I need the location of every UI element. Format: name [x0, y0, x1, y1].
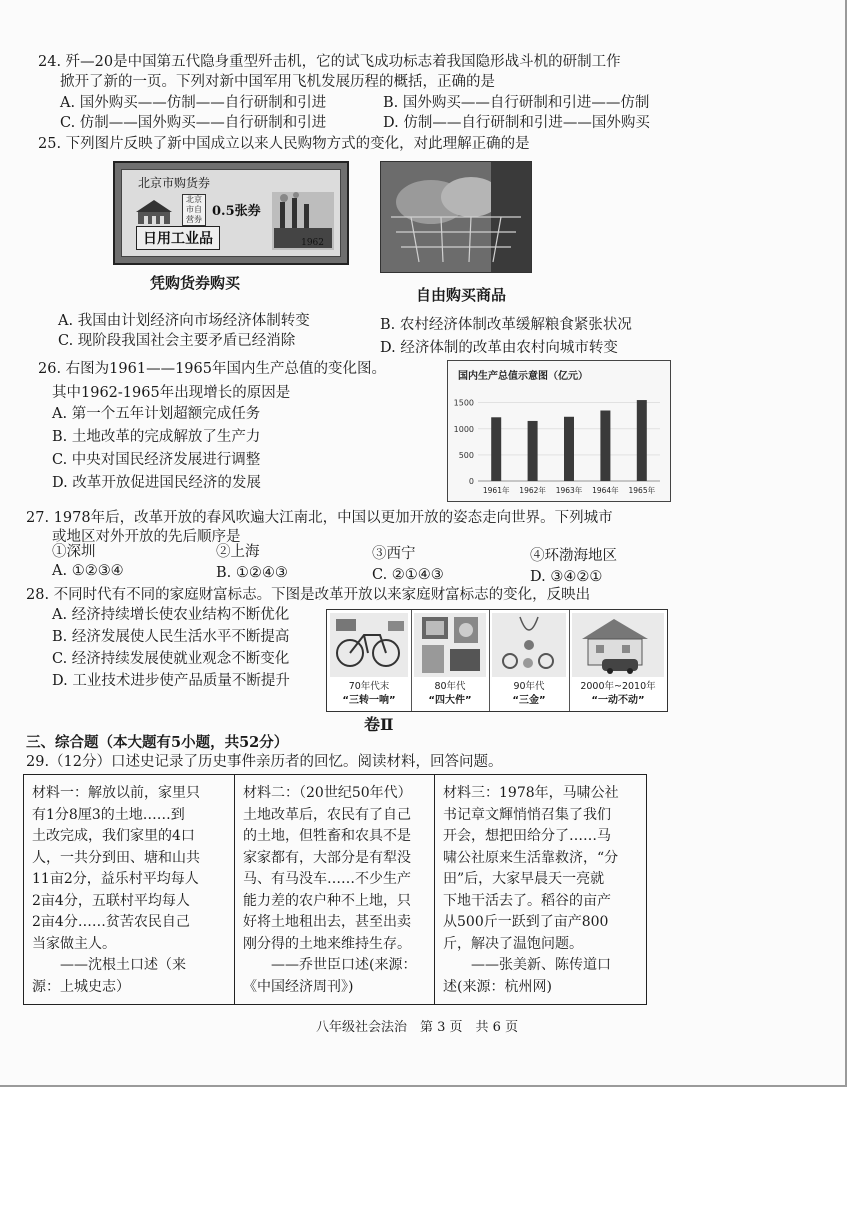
- q26-option-c: C. 中央对国民经济发展进行调整: [52, 452, 261, 468]
- page-footer: 八年级社会法治 第 3 页 共 6 页: [316, 1020, 519, 1035]
- q28-option-a: A. 经济持续增长使农业结构不断优化: [52, 607, 290, 623]
- q28-option-d: D. 工业技术进步使产品质量不断提升: [52, 673, 290, 689]
- chart-y-tick-label: 1000: [453, 424, 474, 434]
- q26-option-b: B. 土地改革的完成解放了生产力: [52, 429, 261, 445]
- gold-jewelry-icon: [492, 613, 566, 677]
- wealth-label-70s: “三转一响”: [342, 695, 396, 706]
- q27-option-a: A. ①②③④: [52, 563, 124, 579]
- q25-option-b: B. 农村经济体制改革缓解粮食紧张状况: [380, 317, 632, 333]
- q27-option-d: D. ③④②①: [530, 569, 603, 585]
- q26-stem-line2: 其中1962-1965年出现增长的原因是: [52, 385, 291, 401]
- gdp-chart: [447, 360, 671, 502]
- q26-option-d: D. 改革开放促进国民经济的发展: [52, 475, 261, 491]
- bicycle-icon: [330, 613, 408, 677]
- q27-option-c: C. ②①④③: [372, 567, 444, 583]
- family-wealth-images: [326, 609, 668, 712]
- wealth-cell-2000s: [569, 610, 667, 711]
- voucher-title: 北京市购货券: [138, 176, 211, 190]
- voucher-amount: 0.5张券: [212, 204, 261, 219]
- materials-table: [23, 774, 647, 1005]
- caption-voucher: 凭购货券购买: [150, 274, 241, 292]
- wealth-era-80s: 80年代: [434, 681, 466, 692]
- q27-stem-line1: 27. 1978年后，改革开放的春风吹遍大江南北，中国以更加开放的姿态走向世界。下列城市: [26, 510, 613, 526]
- q24-stem-line1: 24. 歼—20是中国第五代隐身重型歼击机，它的试飞成功标志着我国隐形战斗机的研制工作: [38, 54, 621, 70]
- q27-option-b: B. ①②④③: [216, 565, 288, 581]
- caption-free-shopping: 自由购买商品: [416, 286, 507, 304]
- q27-item-3: ③西宁: [372, 546, 416, 562]
- shopping-cart-photo: [380, 161, 532, 273]
- material-two: 材料二：（20世纪50年代） 土地改革后，农民有了自己 的土地，但牲畜和农具不是 家家都有，大部分是有犁没 马、有马没车……不少生产 能力差的农户种不上地，只 好将土地租出去，甚至出卖 刚分得的土地来维持生存。 ——乔世臣口述(来源： 《中国经济周刊》): [234, 775, 434, 1004]
- q25-option-d: D. 经济体制的改革由农村向城市转变: [380, 340, 618, 356]
- voucher-category: 日用工业品: [136, 226, 220, 250]
- wealth-label-2000s: “一动不动”: [591, 695, 645, 706]
- wealth-label-90s: “三金”: [512, 695, 546, 706]
- q24-option-b: B. 国外购买——自行研制和引进——仿制: [383, 95, 650, 111]
- q27-item-2: ②上海: [216, 544, 260, 560]
- appliances-icon: [414, 613, 486, 677]
- section-heading: 三、综合题（本大题有5小题，共52分）: [26, 734, 289, 751]
- chart-bar: [637, 400, 647, 481]
- q24-option-a: A. 国外购买——仿制——自行研制和引进: [60, 95, 327, 111]
- q24-option-c: C. 仿制——国外购买——自行研制和引进: [60, 115, 327, 131]
- q27-stem-line2: 或地区对外开放的先后顺序是: [52, 529, 241, 545]
- tiananmen-icon: [134, 192, 174, 228]
- q27-item-1: ①深圳: [52, 544, 96, 560]
- chart-bar: [491, 417, 501, 481]
- q25-option-a: A. 我国由计划经济向市场经济体制转变: [58, 313, 310, 329]
- q28-option-c: C. 经济持续发展使就业观念不断变化: [52, 651, 290, 667]
- q25-stem: 25. 下列图片反映了新中国成立以来人民购物方式的变化，对此理解正确的是: [38, 136, 530, 152]
- q29-stem: 29.（12分）口述史记录了历史事件亲历者的回忆。阅读材料，回答问题。: [26, 754, 503, 770]
- chart-y-tick-label: 1500: [453, 398, 474, 408]
- chart-y-tick-label: 0: [468, 477, 474, 486]
- q28-option-b: B. 经济发展使人民生活水平不断提高: [52, 629, 290, 645]
- chart-x-tick-label: 1963年: [555, 486, 583, 495]
- q24-option-d: D. 仿制——自行研制和引进——国外购买: [383, 115, 650, 131]
- chart-bar: [528, 421, 538, 481]
- chart-x-tick-label: 1961年: [482, 486, 510, 495]
- wealth-cell-90s: [489, 610, 570, 711]
- voucher-stamp: 北京市自营券: [182, 194, 206, 226]
- q28-stem: 28. 不同时代有不同的家庭财富标志。下图是改革开放以来家庭财富标志的变化，反映出: [26, 587, 591, 603]
- q26-option-a: A. 第一个五年计划超额完成任务: [52, 406, 261, 422]
- chart-x-tick-label: 1964年: [592, 486, 619, 495]
- chart-x-tick-label: 1962年: [519, 486, 546, 495]
- shopping-cart-icon: [381, 162, 531, 272]
- q26-stem-line1: 26. 右图为1961——1965年国内生产总值的变化图。: [38, 361, 386, 377]
- wealth-cell-80s: [411, 610, 490, 711]
- wealth-era-2000s: 2000年~2010年: [580, 681, 656, 692]
- chart-title: 国内生产总值示意图（亿元）: [458, 371, 588, 382]
- wealth-label-80s: “四大件”: [428, 695, 472, 706]
- q27-item-4: ④环渤海地区: [530, 548, 617, 564]
- wealth-era-90s: 90年代: [513, 681, 545, 692]
- purchase-voucher-image: [113, 161, 349, 265]
- gdp-chart-plot: [448, 361, 670, 501]
- wealth-era-70s: 70年代末: [348, 681, 390, 692]
- voucher-year: 1962: [301, 238, 324, 248]
- chart-y-tick-label: 500: [458, 450, 474, 460]
- chart-bar: [564, 417, 574, 481]
- wealth-cell-70s: [327, 610, 412, 711]
- q24-stem-line2: 掀开了新的一页。下列对新中国军用飞机发展历程的概括，正确的是: [60, 74, 495, 90]
- house-and-car-icon: [572, 613, 664, 677]
- volume-heading: 卷Ⅱ: [364, 715, 394, 734]
- chart-x-tick-label: 1965年: [628, 486, 656, 495]
- material-one: 材料一：解放以前，家里只 有1分8厘3的土地……到 土改完成，我们家里的4口 人，一共分到田、塘和山共 11亩2分，益乐村平均每人 2亩4分，五联村平均每人 2亩4分……贫苦农民自己 当家做主人。 ——沈根土口述（来 源：上城史志）: [32, 785, 200, 995]
- q25-option-c: C. 现阶段我国社会主要矛盾已经消除: [58, 333, 296, 349]
- chart-bar: [600, 411, 610, 482]
- material-three: 材料三：1978年，马啸公社 书记章文輝悄悄召集了我们 开会，想把田给分了……马 啸公社原来生活靠救济，“分 田”后，大家早晨天一亮就 下地干活去了。稻谷的亩产 从500斤一跃到了亩产800 斤，解决了温饱问题。 ——张美新、陈传道口 述(来源：杭州网): [434, 775, 646, 1004]
